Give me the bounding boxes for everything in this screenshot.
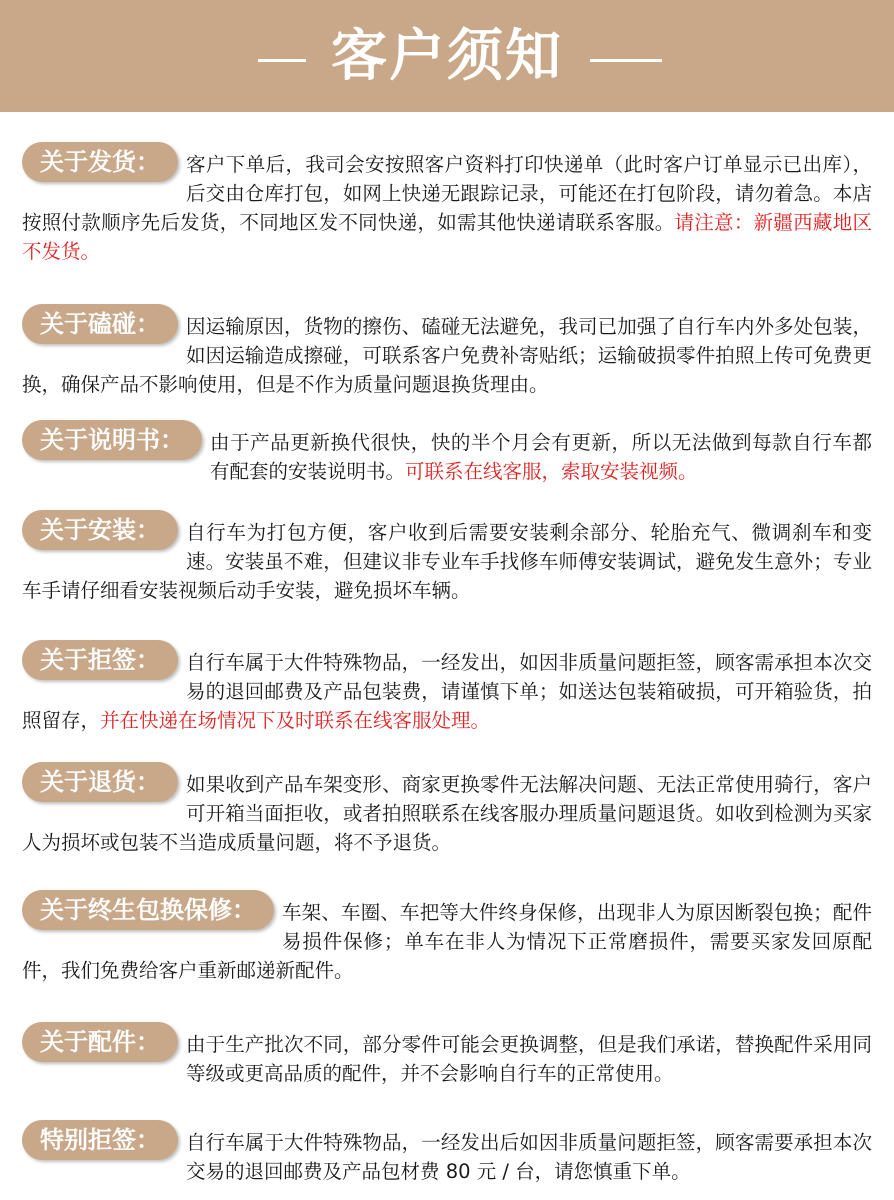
section-paragraph xyxy=(22,312,872,399)
section-paragraph xyxy=(22,518,872,605)
section-warning: 并在快递在场情况下及时联系在线客服处理。 xyxy=(100,709,491,732)
section-tag: 关于安装： xyxy=(22,510,178,550)
section-damage xyxy=(22,312,872,399)
section-paragraph xyxy=(22,898,872,985)
section-tag: 关于磕碰： xyxy=(22,304,178,344)
section-text: 由于产品更新换代很快，快的半个月会有更新，所以无法做到每款自行车都有配套的安装说明书。 xyxy=(210,431,872,483)
section-text: 因运输原因，货物的擦伤、磕碰无法避免，我司已加强了自行车内外多处包装，如因运输造成擦碰，可联系客户免费补寄贴纸；运输破损零件拍照上传可免费更换，确保产品不影响使用，但是不作为质量问题退换货理由。 xyxy=(22,315,872,396)
header-divider-right xyxy=(590,59,662,62)
section-paragraph xyxy=(22,1030,872,1088)
page-title: 客户须知 xyxy=(331,24,563,89)
section-text: 如果收到产品车架变形、商家更换零件无法解决问题、无法正常使用骑行，客户可开箱当面拒收，或者拍照联系在线客服办理质量问题退货。如收到检测为买家人为损坏或包装不当造成质量问题，将不予退货。 xyxy=(22,773,872,854)
section-text: 客户下单后，我司会安按照客户资料打印快递单（此时客户订单显示已出库），后交由仓库打包，如网上快递无跟踪记录，可能还在打包阶段，请勿着急。本店按照付款顺序先后发货，不同地区发不同快递，如需其他快递请联系客服。 xyxy=(22,153,872,234)
section-tag: 关于说明书： xyxy=(22,420,202,460)
section-shipping xyxy=(22,150,872,266)
section-paragraph xyxy=(22,770,872,857)
section-text: 由于生产批次不同，部分零件可能会更换调整，但是我们承诺，替换配件采用同等级或更高品质的配件，并不会影响自行车的正常使用。 xyxy=(186,1033,872,1085)
section-tag: 特别拒签： xyxy=(22,1120,178,1160)
section-manual xyxy=(22,428,872,486)
section-tag: 关于配件： xyxy=(22,1022,178,1062)
section-text: 自行车属于大件特殊物品，一经发出后如因非质量问题拒签，顾客需要承担本次交易的退回邮费及产品包材费 80 元 / 台，请您慎重下单。 xyxy=(186,1131,872,1183)
section-returns xyxy=(22,770,872,857)
section-text: 自行车为打包方便，客户收到后需要安装剩余部分、轮胎充气、微调刹车和变速。安装虽不难，但建议非专业车手找修车师傅安装调试，避免发生意外；专业车手请仔细看安装视频后动手安装，避免损坏车辆。 xyxy=(22,521,872,602)
section-rejection xyxy=(22,648,872,735)
section-paragraph xyxy=(22,428,872,486)
section-tag: 关于拒签： xyxy=(22,640,178,680)
section-parts xyxy=(22,1030,872,1088)
section-text: 车架、车圈、车把等大件终身保修，出现非人为原因断裂包换；配件易损件保修；单车在非人为情况下正常磨损件，需要买家发回原配件，我们免费给客户重新邮递新配件。 xyxy=(22,901,872,982)
section-warning: 可联系在线客服，索取安装视频。 xyxy=(405,460,698,483)
section-tag: 关于退货： xyxy=(22,762,178,802)
section-lifetime-warranty xyxy=(22,898,872,985)
section-installation xyxy=(22,518,872,605)
section-paragraph xyxy=(22,1128,872,1186)
section-paragraph xyxy=(22,648,872,735)
section-warning: 请注意：新疆西藏地区不发货。 xyxy=(22,211,872,263)
section-tag: 关于终生包换保修： xyxy=(22,890,274,930)
section-special-rejection xyxy=(22,1128,872,1186)
section-text: 自行车属于大件特殊物品，一经发出，如因非质量问题拒签，顾客需承担本次交易的退回邮费及产品包装费，请谨慎下单；如送达包装箱破损，可开箱验货，拍照留存， xyxy=(22,651,872,732)
header-banner xyxy=(0,0,894,112)
section-tag: 关于发货： xyxy=(22,142,178,182)
section-paragraph xyxy=(22,150,872,266)
